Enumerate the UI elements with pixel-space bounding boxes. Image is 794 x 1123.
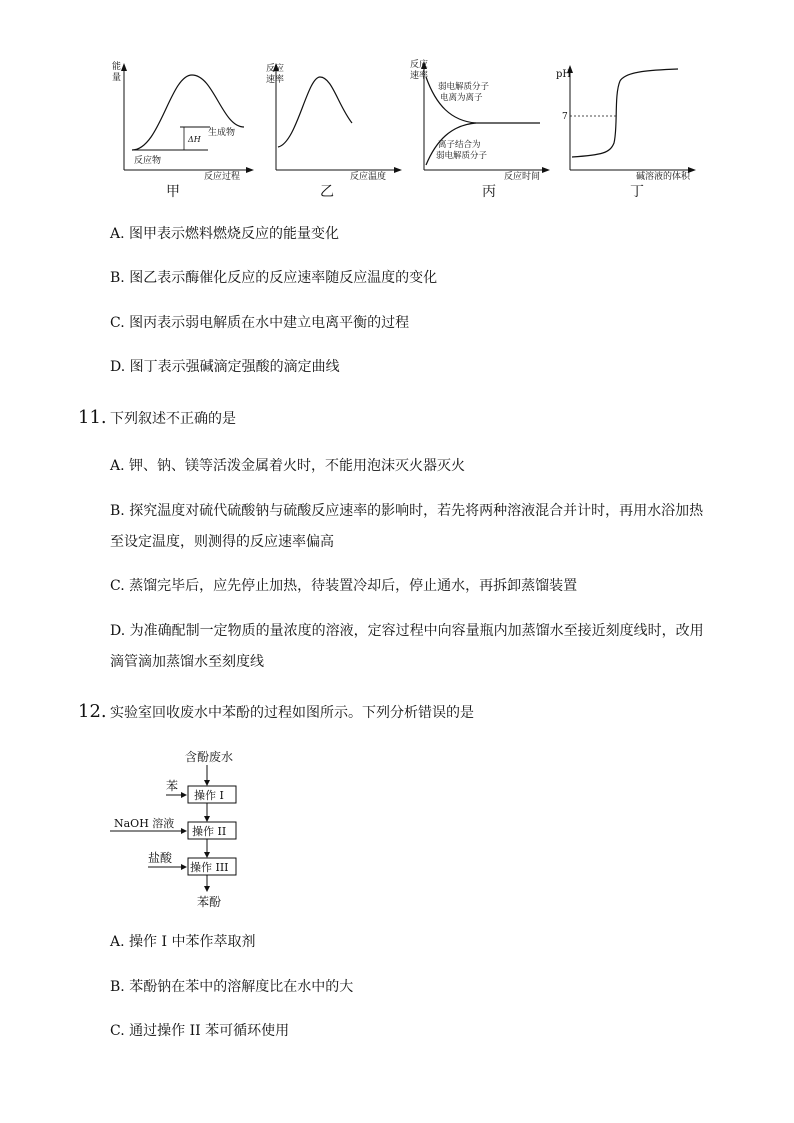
energy-diagram-jia <box>110 55 255 200</box>
y-label-1: 能 <box>112 62 122 72</box>
ionization-equilibrium-diagram-bing <box>406 55 552 200</box>
q11-option-a: A. 钾、钠、镁等活泼金属着火时，不能用泡沫灭火器灭火 <box>110 458 466 474</box>
q10-option-d: D. 图丁表示强碱滴定强酸的滴定曲线 <box>110 359 340 375</box>
flow-top-label: 含酚废水 <box>185 750 234 764</box>
q11-option-b-line1: B. 探究温度对硫代硫酸钠与硫酸反应速率的影响时，若先将两种溶液混合并计时，再用水浴加热 <box>110 503 704 519</box>
q10-option-a: A. 图甲表示燃料燃烧反应的能量变化 <box>110 226 340 242</box>
q11-option-b-line2: 至设定温度，则测得的反应速率偏高 <box>110 534 334 550</box>
q11-stem: 下列叙述不正确的是 <box>110 411 236 427</box>
flow-benzene-label: 苯 <box>166 779 179 793</box>
q12-number: 12. <box>78 701 107 722</box>
phenol-recovery-flowchart <box>110 745 270 910</box>
flow-hcl-label: 盐酸 <box>148 851 173 865</box>
titration-curve-diagram-ding <box>552 55 702 200</box>
x-axis-label: 反应时间 <box>504 172 541 182</box>
product-label: 生成物 <box>208 128 236 138</box>
diagram-caption: 乙 <box>320 184 334 200</box>
y-label-2: 速率 <box>410 71 429 81</box>
y-label-2: 量 <box>112 73 122 83</box>
q11-option-c: C. 蒸馏完毕后，应先停止加热，待装置冷却后，停止通水，再拆卸蒸馏装置 <box>110 578 578 594</box>
reactant-label: 反应物 <box>134 156 162 166</box>
tick-7-label: 7 <box>562 112 568 122</box>
diagram-caption: 甲 <box>166 184 180 200</box>
flow-naoh-label: NaOH 溶液 <box>114 817 175 830</box>
diagram-caption: 丁 <box>630 184 644 200</box>
x-axis-label: 碱溶液的体积 <box>636 172 691 182</box>
q12-option-a: A. 操作 I 中苯作萃取剂 <box>110 934 256 950</box>
upper-curve-label-2: 电离为离子 <box>440 93 483 103</box>
y-axis-label: pH <box>556 69 572 80</box>
q11-option-d-line1: D. 为准确配制一定物质的量浓度的溶液，定容过程中向容量瓶内加蒸馏水至接近刻度线时，改用 <box>110 623 704 639</box>
rate-temperature-diagram-yi <box>262 55 402 200</box>
flow-op1-label: 操作 I <box>194 789 224 802</box>
flow-op3-label: 操作 III <box>190 861 229 874</box>
x-axis-label: 反应过程 <box>204 172 241 182</box>
upper-curve-label-1: 弱电解质分子 <box>438 82 490 92</box>
q12-option-b: B. 苯酚钠在苯中的溶解度比在水中的大 <box>110 979 354 995</box>
q12-option-c: C. 通过操作 II 苯可循环使用 <box>110 1023 290 1039</box>
delta-h-label: ΔH <box>188 135 201 144</box>
y-label-2: 速率 <box>266 75 285 85</box>
q11-number: 11. <box>78 407 107 428</box>
q10-option-c: C. 图丙表示弱电解质在水中建立电离平衡的过程 <box>110 315 410 331</box>
diagram-caption: 丙 <box>482 184 496 200</box>
q10-option-b: B. 图乙表示酶催化反应的反应速率随反应温度的变化 <box>110 270 438 286</box>
flow-op2-label: 操作 II <box>192 825 227 838</box>
lower-curve-label-2: 弱电解质分子 <box>436 151 488 161</box>
x-axis-label: 反应温度 <box>350 172 387 182</box>
q11-option-d-line2: 滴管滴加蒸馏水至刻度线 <box>110 654 264 670</box>
flow-bottom-label: 苯酚 <box>197 895 222 909</box>
y-label-1: 反应 <box>410 60 429 70</box>
lower-curve-label-1: 离子结合为 <box>438 140 481 150</box>
y-label-1: 反应 <box>266 64 285 74</box>
q12-stem: 实验室回收废水中苯酚的过程如图所示。下列分析错误的是 <box>110 705 474 721</box>
